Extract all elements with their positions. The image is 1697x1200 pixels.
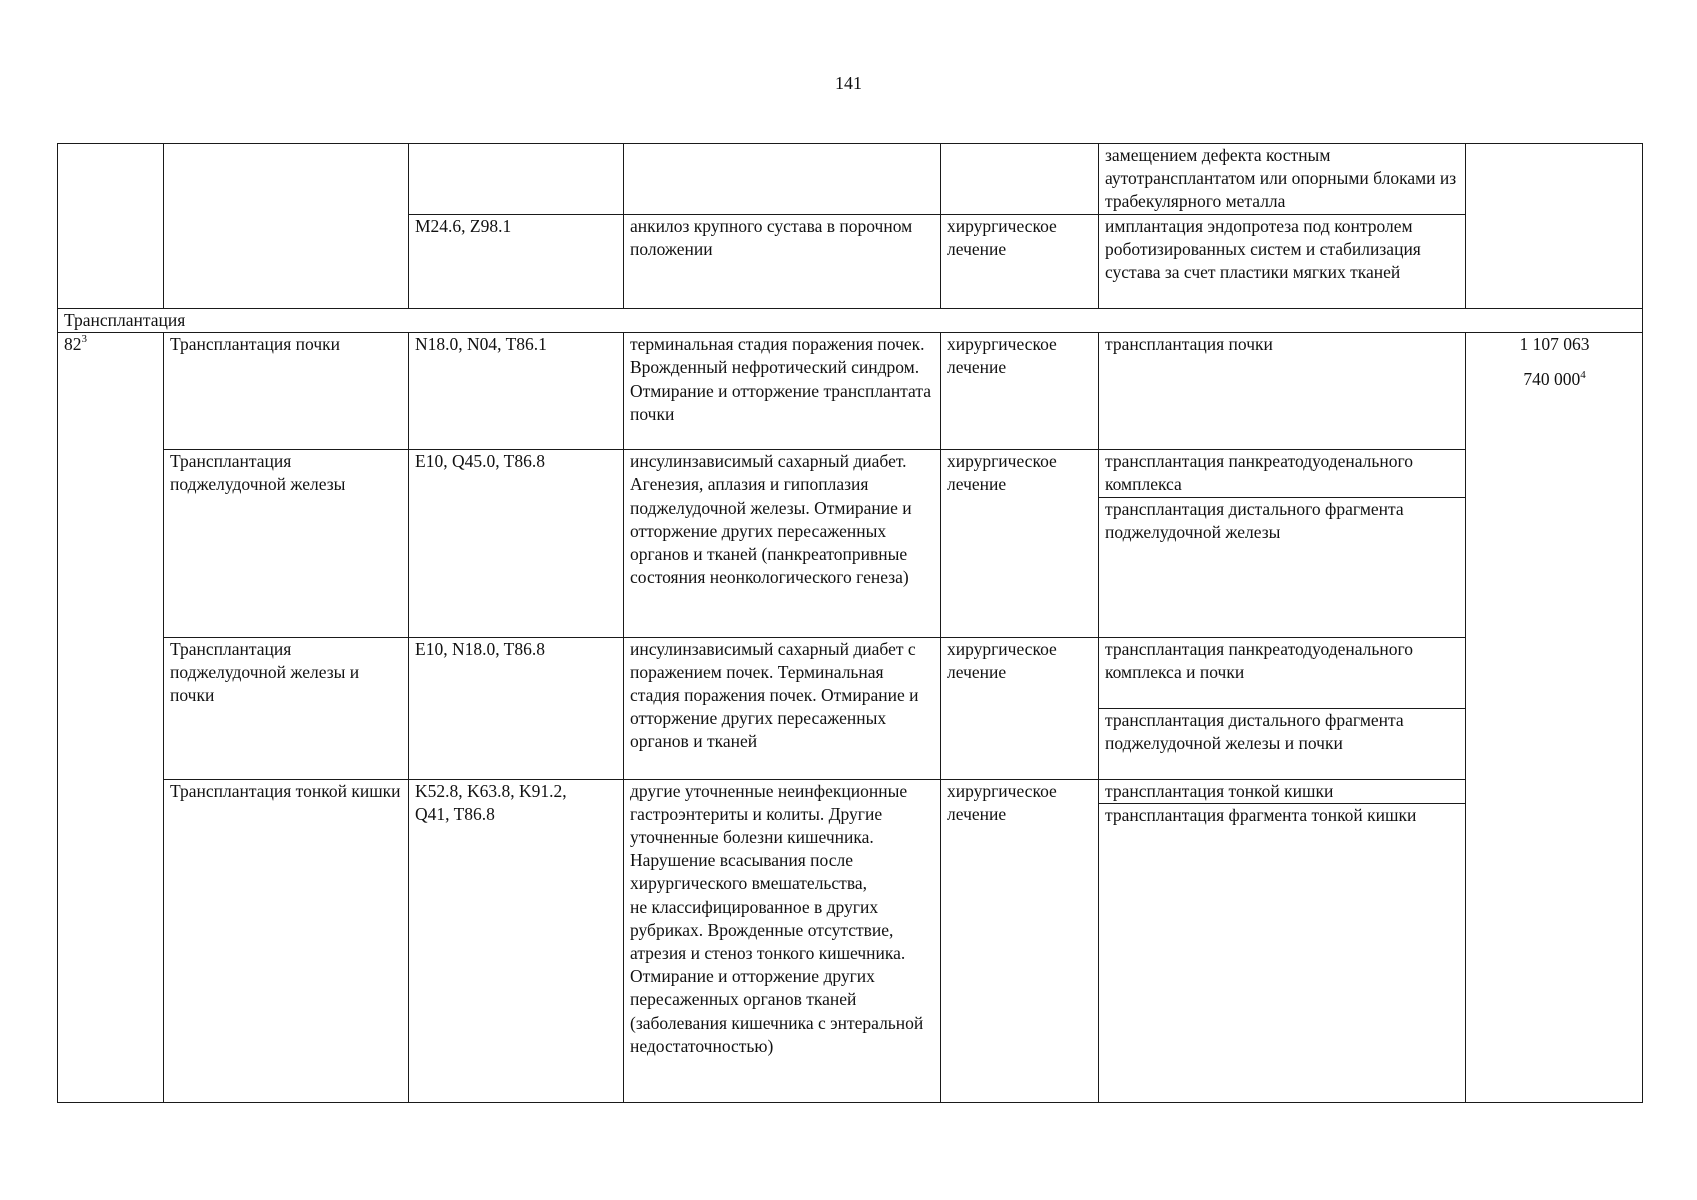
patient-model-cell bbox=[624, 144, 941, 215]
patient-model-cell bbox=[624, 779, 941, 1102]
table-row bbox=[58, 637, 1643, 708]
method-cell: имплантация эндопротеза под контролем роботизированных систем и стабилизация сустава за счет пластики мягких тканей bbox=[1099, 215, 1466, 309]
group-number-footnote: 3 bbox=[81, 333, 87, 346]
table-row bbox=[58, 333, 1643, 450]
patient-model-text: не классифицированное в других рубриках. Врожденные отсутствие, атрезия и стеноз тонкого кишечника. Отмирание и отторжение других пересаженных органов тканей (заболевания кишечника с энтеральной недостаточностью) bbox=[630, 896, 924, 1056]
group-number-value: 82 bbox=[64, 334, 82, 355]
method-cell: трансплантация тонкой кишки bbox=[1099, 779, 1466, 803]
codes-line: K52.8, K63.8, K91.2, bbox=[415, 780, 567, 801]
codes-line: Q41, T86.8 bbox=[415, 803, 495, 824]
cost-value-reduced-number: 740 000 bbox=[1523, 369, 1581, 390]
codes-cell: E10, N18.0, T86.8 bbox=[409, 637, 624, 779]
page-number: 141 bbox=[835, 73, 862, 93]
treatment-type-cell: хирургическое лечение bbox=[941, 637, 1099, 779]
method-cell: трансплантация дистального фрагмента поджелудочной железы и почки bbox=[1099, 708, 1466, 779]
patient-model-text: другие уточненные неинфекционные гастроэнтериты и колиты. Другие уточненные болезни кишечника. Нарушение всасывания после хирургического вмешательства, bbox=[630, 780, 908, 894]
method-cell: трансплантация панкреатодуоденального комплекса bbox=[1099, 450, 1466, 497]
procedure-name: Трансплантация почки bbox=[164, 333, 409, 450]
patient-model-cell: инсулинзависимый сахарный диабет. Агенезия, аплазия и гипоплазия поджелудочной железы. Отмирание и отторжение других пересаженных органов и тканей (панкреатопривные состояния неонкологического генеза) bbox=[624, 450, 941, 637]
table-row bbox=[58, 144, 1643, 215]
codes-cell bbox=[409, 144, 624, 215]
section-row bbox=[58, 309, 1643, 333]
procedure-name: Трансплантация поджелудочной железы bbox=[164, 450, 409, 637]
cost-value-reduced bbox=[1472, 368, 1637, 391]
procedure-name: Трансплантация тонкой кишки bbox=[164, 779, 409, 1102]
method-cell: трансплантация почки bbox=[1099, 333, 1466, 450]
cost-cell bbox=[1466, 333, 1643, 1103]
treatment-type-cell bbox=[941, 144, 1099, 215]
cost-value: 1 107 063 bbox=[1519, 334, 1590, 355]
procedure-name: Трансплантация поджелудочной железы и почки bbox=[164, 637, 409, 779]
table-row bbox=[58, 450, 1643, 497]
cost-footnote: 4 bbox=[1580, 368, 1586, 381]
table-row bbox=[58, 779, 1643, 803]
method-cell: трансплантация дистального фрагмента поджелудочной железы bbox=[1099, 497, 1466, 637]
treatment-type-cell: хирургическое лечение bbox=[941, 333, 1099, 450]
treatment-type-cell: хирургическое лечение bbox=[941, 215, 1099, 309]
section-title: Трансплантация bbox=[58, 309, 1643, 333]
patient-model-cell: терминальная стадия поражения почек. Врожденный нефротический синдром. Отмирание и отторжение трансплантата почки bbox=[624, 333, 941, 450]
patient-model-cell: инсулинзависимый сахарный диабет с поражением почек. Терминальная стадия поражения почек. Отмирание и отторжение других пересаженных органов и тканей bbox=[624, 637, 941, 779]
treatment-type-cell: хирургическое лечение bbox=[941, 450, 1099, 637]
codes-cell bbox=[409, 779, 624, 1102]
procedure-name-cell bbox=[164, 144, 409, 309]
spacer bbox=[1472, 356, 1637, 368]
codes-cell: M24.6, Z98.1 bbox=[409, 215, 624, 309]
group-number bbox=[58, 333, 164, 1103]
method-cell: трансплантация панкреатодуоденального комплекса и почки bbox=[1099, 637, 1466, 708]
procedures-table bbox=[57, 143, 1643, 1103]
patient-model-cell: анкилоз крупного сустава в порочном положении bbox=[624, 215, 941, 309]
treatment-type-cell: хирургическое лечение bbox=[941, 779, 1099, 1102]
group-number-cell bbox=[58, 144, 164, 309]
method-cell: замещением дефекта костным аутотрансплантатом или опорными блоками из трабекулярного металла bbox=[1099, 144, 1466, 215]
codes-cell: E10, Q45.0, T86.8 bbox=[409, 450, 624, 637]
cost-cell bbox=[1466, 144, 1643, 309]
codes-cell: N18.0, N04, T86.1 bbox=[409, 333, 624, 450]
method-cell: трансплантация фрагмента тонкой кишки bbox=[1099, 803, 1466, 1102]
